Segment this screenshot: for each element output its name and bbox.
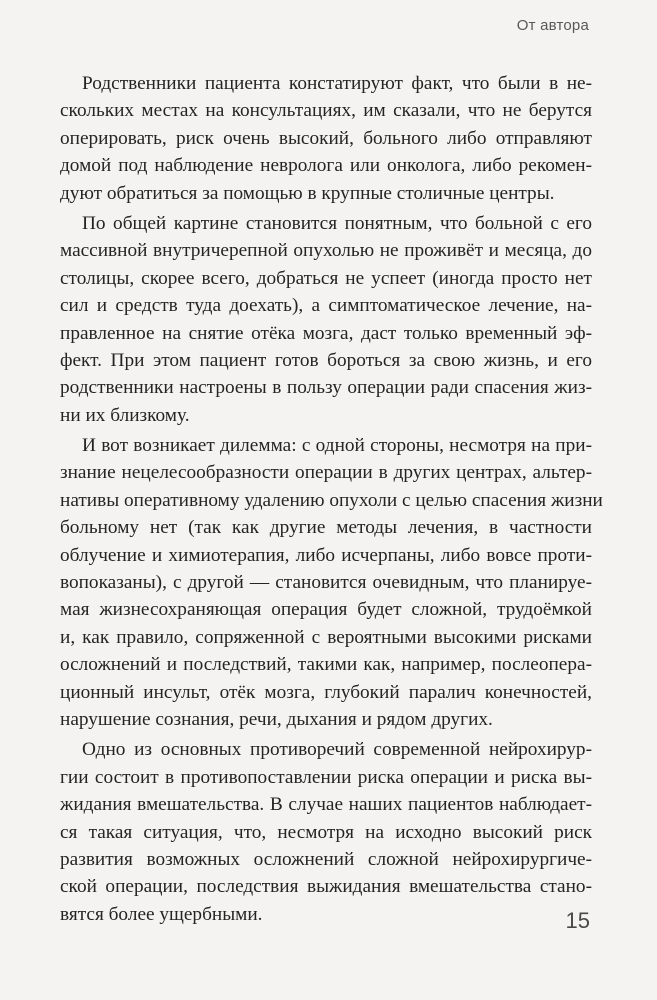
text-line: И вот возникает дилемма: с одной стороны, несмотря на при- <box>82 435 592 457</box>
text-line: По общей картине становится понятным, что больной с его <box>82 212 592 234</box>
text-line: осложнений и последствий, такими как, например, послеопера- <box>60 654 592 676</box>
text-line: гии состоит в противопоставлении риска операции и риска вы- <box>60 766 592 788</box>
text-line: массивной внутричерепной опухолью не проживёт и месяца, до <box>60 240 592 262</box>
running-head-title: От автора <box>516 17 589 34</box>
text-line: ционный инсульт, отёк мозга, глубокий паралич конечностей, <box>60 681 592 703</box>
text-line: Одно из основных противоречий современной нейрохирур- <box>82 739 592 761</box>
text-line: фект. При этом пациент готов бороться за свою жизнь, и его <box>60 349 592 371</box>
text-line: правленное на снятие отёка мозга, даст только временный эф- <box>60 322 592 344</box>
text-line: и, как правило, сопряженной с вероятными высокими рисками <box>60 626 592 648</box>
text-line: вятся более ущербными. <box>60 903 263 925</box>
page-number: 15 <box>565 908 590 933</box>
text-line: мая жизнесохраняющая операция будет сложной, трудоёмкой <box>60 599 592 621</box>
text-line: сил и средств туда доехать), а симптоматическое лечение, на- <box>60 295 592 317</box>
text-line: вопоказаны), с другой — становится очевидным, что планируе- <box>60 572 592 594</box>
text-line: знание нецелесообразности операции в других центрах, альтер- <box>60 462 592 484</box>
text-line: домой под наблюдение невролога или онколога, либо рекомен- <box>60 155 592 177</box>
text-line: скольких местах на консультациях, им сказали, что не берутся <box>60 100 592 122</box>
text-line: нарушение сознания, речи, дыхания и рядом других. <box>60 708 493 730</box>
paragraph <box>60 432 603 733</box>
text-line: ни их близкому. <box>60 404 190 426</box>
paragraph <box>60 736 592 928</box>
text-line: ской операции, последствия выжидания вмешательства стано- <box>60 876 592 898</box>
text-line: оперировать, риск очень высокий, больного либо отправляют <box>60 127 592 149</box>
text-line: Родственники пациента констатируют факт, что были в не- <box>82 73 592 94</box>
text-line: облучение и химиотерапия, либо исчерпаны, либо вовсе проти- <box>60 544 592 566</box>
paragraph <box>60 210 592 429</box>
text-line: родственники настроены в пользу операции ради спасения жиз- <box>60 377 592 399</box>
text-line: нативы оперативному удалению опухоли с целью спасения жизни <box>60 489 603 511</box>
text-line: ся такая ситуация, что, несмотря на исходно высокий риск <box>60 821 592 843</box>
paragraph <box>60 70 592 207</box>
text-line: столицы, скорее всего, добраться не успеет (иногда просто нет <box>60 267 592 289</box>
text-line: жидания вмешательства. В случае наших пациентов наблюдает- <box>60 794 592 816</box>
body-text <box>60 70 603 928</box>
text-line: развития возможных осложнений сложной нейрохирургиче- <box>60 848 592 870</box>
text-line: дуют обратиться за помощью в крупные столичные центры. <box>60 182 555 204</box>
text-line: больному нет (так как другие методы лечения, в частности <box>60 517 592 539</box>
